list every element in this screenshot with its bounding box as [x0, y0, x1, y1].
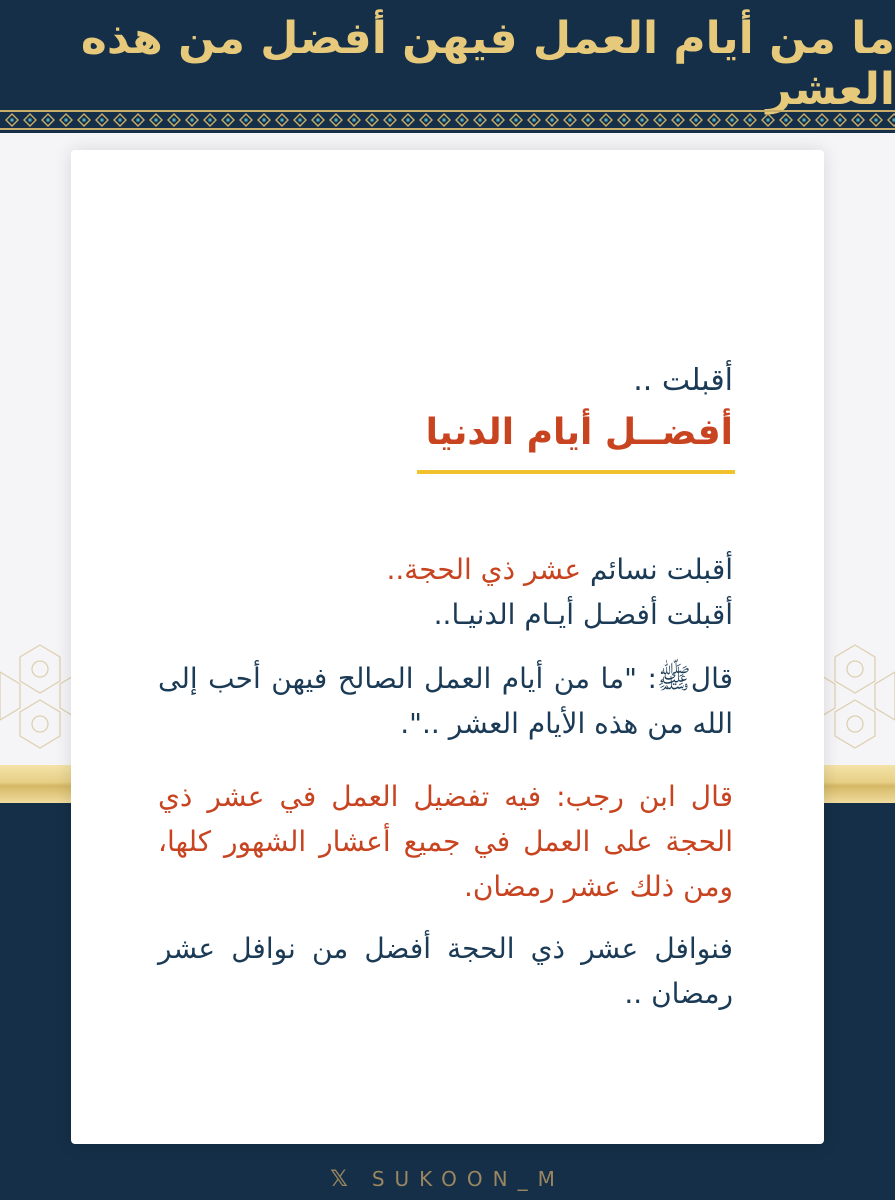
- left-arabesque-pattern: [0, 640, 80, 765]
- main-heading: أفضــل أيام الدنيا: [425, 412, 733, 453]
- p1-prefix: أقبلت نسائم: [581, 553, 733, 586]
- hadith-paragraph: قالﷺ: "ما من أيام العمل الصالح فيهن أحب إلى الله من هذه الأيام العشر ..".: [158, 662, 733, 740]
- conclusion-paragraph: فنوافل عشر ذي الحجة أفضل من نوافل عشر رمضان ..: [158, 932, 733, 1010]
- footer-signature: [0, 1162, 895, 1196]
- p1-highlight: عشر ذي الحجة..: [386, 553, 582, 586]
- heading-underline: [417, 470, 735, 474]
- ornamental-border: [0, 108, 895, 132]
- intro-text: أقبلت ..: [633, 363, 733, 398]
- ibn-rajab-quote: قال ابن رجب: فيه تفضيل العمل في عشر ذي الحجة على العمل في جميع أعشار الشهور كلها، ومن ذلك عشر رمضان.: [158, 780, 733, 903]
- paragraph-1: [158, 547, 733, 637]
- banner-title: ما من أيام العمل فيهن أفضل من هذه العشر: [80, 13, 895, 115]
- right-arabesque-pattern: [815, 640, 895, 765]
- footer-handle: SUKOON_M: [371, 1167, 565, 1191]
- p1-line2: أقبلت أفضـل أيـام الدنيـا..: [433, 598, 733, 631]
- x-logo-icon: 𝕏: [330, 1166, 348, 1192]
- header-banner: [0, 0, 895, 133]
